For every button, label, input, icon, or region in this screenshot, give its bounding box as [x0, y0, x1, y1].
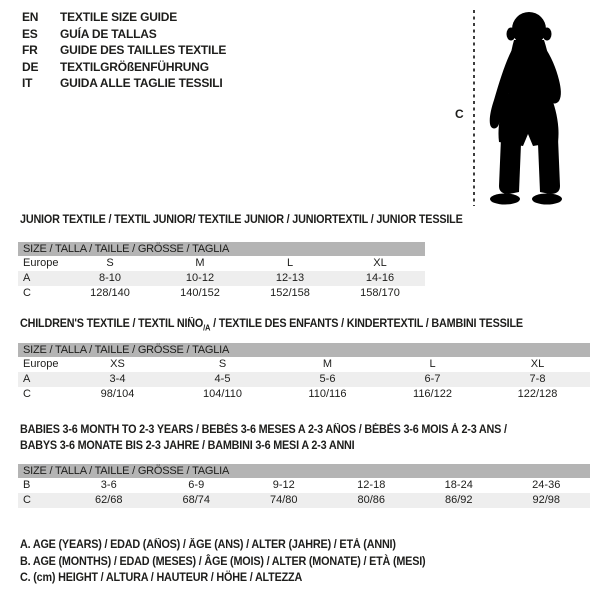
junior-size-header-bar: SIZE / TALLA / TAILLE / GRÖSSE / TAGLIA: [18, 242, 425, 256]
lang-row-it: [22, 75, 226, 92]
lang-row-fr: [22, 42, 226, 59]
age-cell: 3-4: [109, 373, 126, 385]
legend-line-c: C. (cm) HEIGHT / ALTURA / HAUTEUR / HÖHE / ALTEZZA: [20, 572, 303, 584]
table-row-height: [18, 493, 590, 508]
baby-silhouette-icon: [481, 8, 576, 208]
children-size-table: [18, 343, 590, 402]
height-cell: 98/104: [100, 388, 135, 400]
height-cell: 80/86: [357, 494, 386, 506]
age-cell: 6-7: [424, 373, 441, 385]
language-header: [22, 9, 226, 92]
height-cell: 152/158: [270, 287, 310, 299]
table-row-height: [18, 387, 590, 402]
height-cell: 128/140: [90, 287, 130, 299]
lang-code: DE: [22, 59, 39, 74]
months-cell: 9-12: [272, 479, 295, 491]
row-label: C: [23, 494, 31, 506]
children-title-subscript: /A: [203, 323, 211, 333]
babies-size-table: [18, 464, 590, 508]
height-cell: 86/92: [444, 494, 473, 506]
months-cell: 3-6: [100, 479, 117, 491]
height-cell: 140/152: [180, 287, 220, 299]
lang-code: FR: [22, 43, 38, 57]
lang-code: IT: [22, 76, 33, 90]
children-title-part2: / TEXTILE DES ENFANTS / KINDERTEXTIL / BAMBINI TESSILE: [210, 318, 523, 330]
height-cell: 68/74: [182, 494, 211, 506]
row-label: Europe: [23, 358, 59, 370]
row-label: B: [23, 479, 31, 491]
lang-text: GUIDA ALLE TAGLIE TESSILI: [60, 76, 223, 90]
age-cell: 5-6: [319, 373, 336, 385]
size-cell: XL: [373, 257, 387, 269]
size-cell: XS: [110, 358, 125, 370]
children-section-title: [20, 317, 523, 336]
height-cell: 110/116: [308, 388, 347, 400]
height-cell: 74/80: [269, 494, 298, 506]
table-row-months: [18, 478, 590, 493]
height-measure-dashed-line: [473, 10, 475, 206]
row-label: C: [23, 287, 31, 299]
height-cell: 92/98: [532, 494, 561, 506]
age-cell: 8-10: [98, 272, 122, 284]
age-cell: 4-5: [214, 373, 231, 385]
lang-code: EN: [22, 10, 39, 24]
measure-legend: [20, 537, 425, 587]
size-cell: M: [195, 257, 205, 269]
size-cell: S: [106, 257, 114, 269]
age-cell: 12-13: [275, 272, 305, 284]
height-cell: 62/68: [94, 494, 123, 506]
babies-title-line1: BABIES 3-6 MONTH TO 2-3 YEARS / BEBÉS 3-6 MESES A 2-3 AÑOS / BÉBÉS 3-6 MOIS À 2-3 ANS /: [20, 424, 507, 436]
months-cell: 12-18: [357, 479, 386, 491]
lang-row-de: [22, 59, 226, 76]
table-row-europe: [18, 256, 425, 271]
height-cell: 104/110: [203, 388, 242, 400]
size-cell: L: [429, 358, 436, 370]
height-cell: 158/170: [360, 287, 400, 299]
legend-line-b: B. AGE (MONTHS) / EDAD (MESES) / ÂGE (MOIS) / ALTER (MONATE) / ETÀ (MESI): [20, 555, 426, 568]
table-row-age: [18, 372, 590, 387]
height-cell: 122/128: [517, 388, 558, 400]
junior-section-title: JUNIOR TEXTILE / TEXTIL JUNIOR/ TEXTILE JUNIOR / JUNIORTEXTIL / JUNIOR TESSILE: [20, 214, 463, 226]
row-label: A: [23, 373, 31, 385]
height-cell: 116/122: [413, 388, 452, 400]
lang-code: ES: [22, 26, 38, 41]
row-label: Europe: [23, 257, 59, 269]
size-cell: M: [322, 358, 333, 370]
size-cell: XL: [530, 358, 545, 370]
height-c-label: C: [455, 107, 464, 121]
children-size-header-bar: SIZE / TALLA / TAILLE / GRÖSSE / TAGLIA: [18, 343, 590, 357]
row-label: C: [23, 388, 31, 400]
months-cell: 6-9: [188, 479, 205, 491]
junior-size-table: [18, 242, 425, 301]
table-row-height: [18, 286, 425, 301]
lang-text: GUIDE DES TAILLES TEXTILE: [60, 43, 227, 57]
lang-row-es: [22, 26, 226, 43]
babies-size-header-bar: SIZE / TALLA / TAILLE / GRÖSSE / TAGLIA: [18, 464, 590, 478]
babies-title-line2: BABYS 3-6 MONATE BIS 2-3 JAHRE / BAMBINI 3-6 MESI A 2-3 ANNI: [20, 439, 355, 452]
table-row-europe: [18, 357, 590, 372]
size-cell: S: [218, 358, 227, 370]
table-row-age: [18, 271, 425, 286]
age-cell: 7-8: [529, 373, 546, 385]
months-cell: 24-36: [532, 479, 561, 491]
lang-text: TEXTILE SIZE GUIDE: [60, 10, 178, 24]
months-cell: 18-24: [444, 479, 473, 491]
children-title-part1: CHILDREN'S TEXTILE / TEXTIL NIÑO: [20, 318, 204, 330]
legend-line-a: A. AGE (YEARS) / EDAD (AÑOS) / ÂGE (ANS) / ALTER (JAHRE) / ETÀ (ANNI): [20, 539, 396, 551]
size-cell: L: [286, 257, 294, 269]
lang-row-en: [22, 9, 226, 26]
lang-text: GUÍA DE TALLAS: [60, 26, 157, 41]
babies-section-title: [20, 423, 507, 454]
age-cell: 10-12: [185, 272, 215, 284]
lang-text: TEXTILGRÖßENFÜHRUNG: [60, 59, 209, 74]
age-cell: 14-16: [365, 272, 395, 284]
row-label: A: [23, 272, 31, 284]
